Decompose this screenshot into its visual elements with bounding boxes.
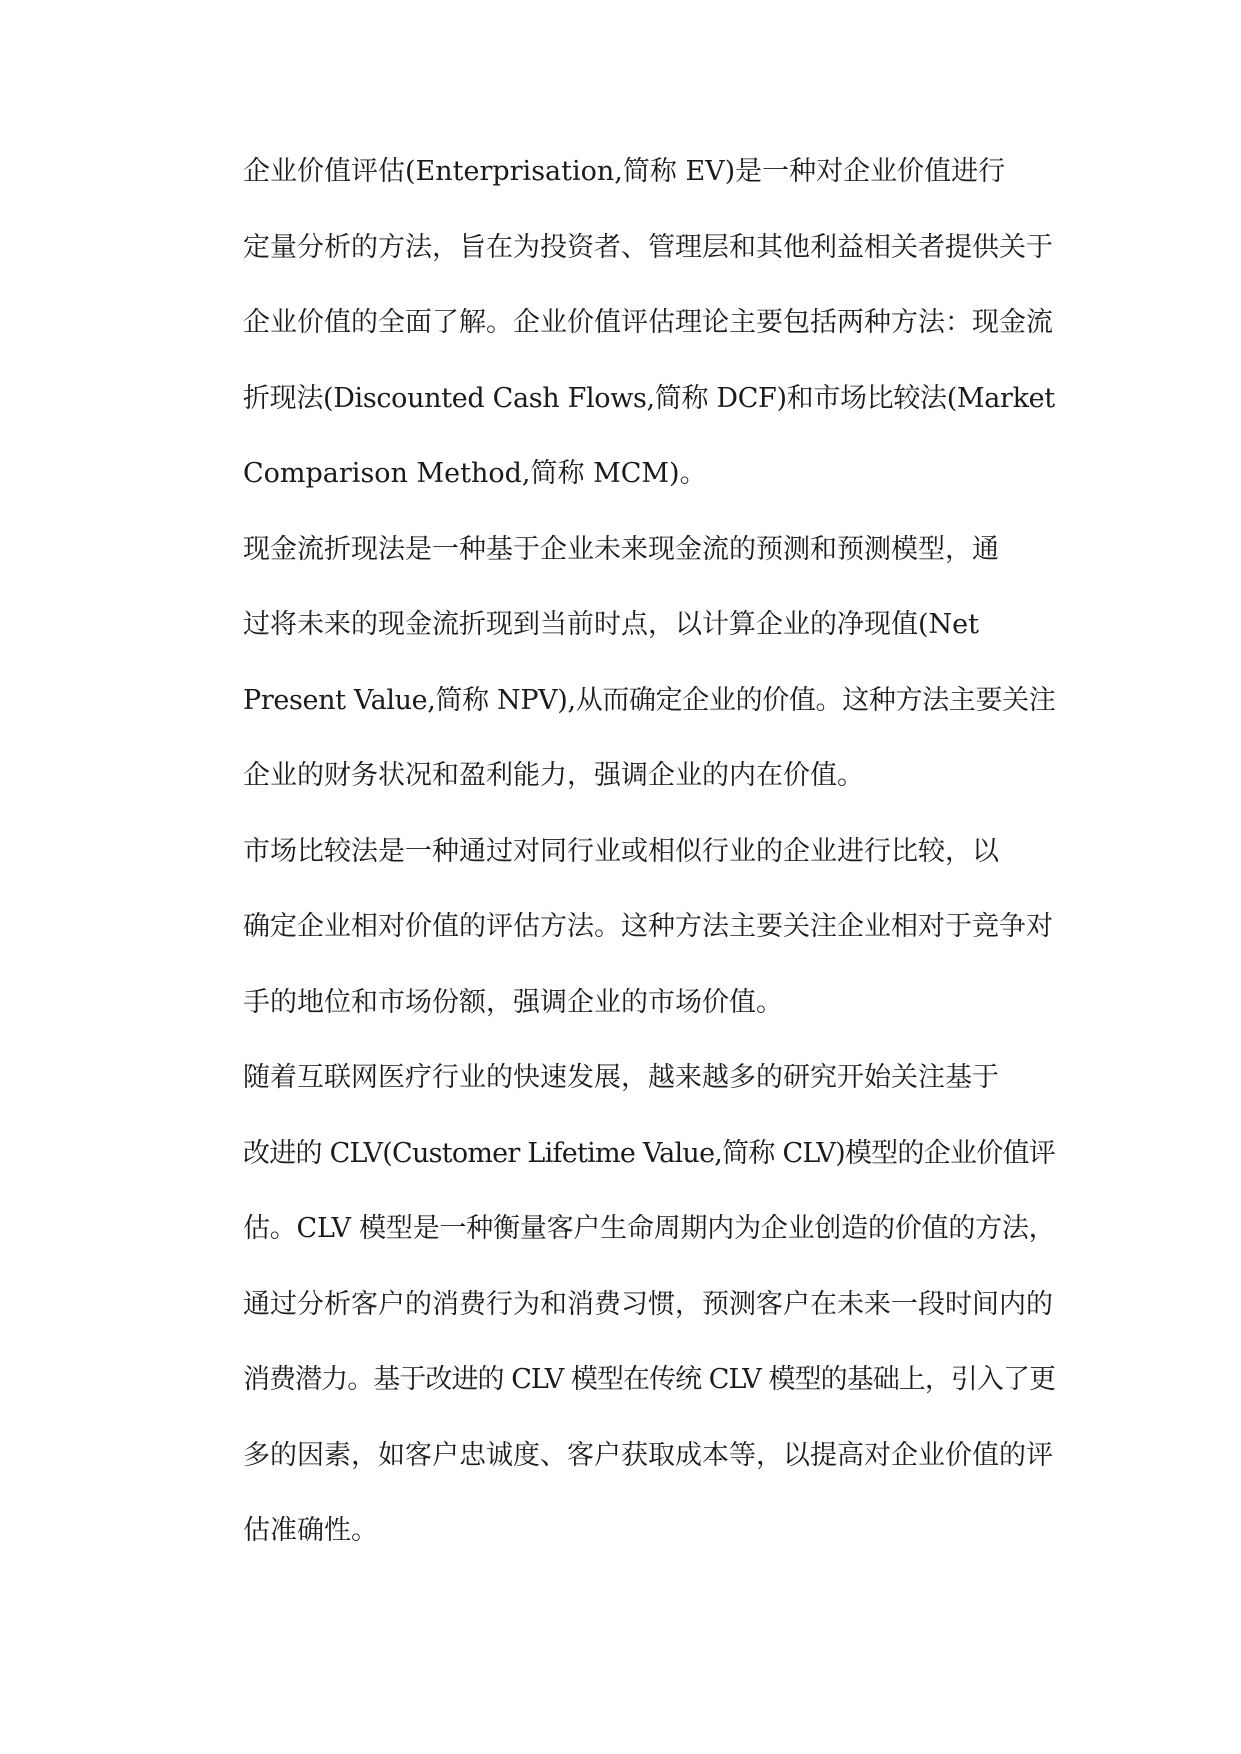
text-line: 确定企业相对价值的评估方法。这种方法主要关注企业相对于竞争对: [243, 911, 1053, 942]
text-line: 折现法(Discounted Cash Flows,简称 DCF)和市场比较法(Market: [243, 382, 1055, 414]
text-line: 改进的 CLV(Customer Lifetime Value,简称 CLV)模型的企业价值评: [243, 1137, 1055, 1169]
text-line: 手的地位和市场份额，强调企业的市场价值。: [243, 986, 783, 1018]
paragraph-clv: [189, 1040, 1055, 1569]
text-line: 定量分析的方法，旨在为投资者、管理层和其他利益相关者提供关于: [243, 231, 1053, 263]
text-line: 现金流折现法是一种基于企业未来现金流的预测和预测模型，通: [243, 533, 999, 565]
text-line: 估。CLV 模型是一种衡量客户生命周期内为企业创造的价值的方法，: [243, 1213, 1056, 1244]
paragraph-mcm: [189, 814, 1055, 1041]
text-line: 过将未来的现金流折现到当前时点，以计算企业的净现值(Net: [243, 609, 979, 640]
text-line: 多的因素，如客户忠诚度、客户获取成本等，以提高对企业价值的评: [243, 1439, 1053, 1471]
text-line: 随着互联网医疗行业的快速发展，越来越多的研究开始关注基于: [243, 1062, 999, 1093]
text-line: 市场比较法是一种通过对同行业或相似行业的企业进行比较，以: [243, 835, 999, 867]
text-line: Present Value,简称 NPV),从而确定企业的价值。这种方法主要关注: [243, 684, 1056, 716]
text-line: 企业价值评估(Enterprisation,简称 EV)是一种对企业价值进行: [243, 156, 1006, 187]
paragraph-dcf: [189, 512, 1055, 814]
paragraph-ev-definition: [189, 134, 1055, 512]
body-text: [189, 134, 1055, 1569]
text-line: 企业价值的全面了解。企业价值评估理论主要包括两种方法：现金流: [243, 307, 1053, 338]
text-line: 估准确性。: [243, 1515, 378, 1546]
text-line: 消费潜力。基于改进的 CLV 模型在传统 CLV 模型的基础上，引入了更: [243, 1364, 1056, 1395]
text-line: 通过分析客户的消费行为和消费习惯，预测客户在未来一段时间内的: [243, 1288, 1053, 1320]
text-line: Comparison Method,简称 MCM)。: [243, 458, 707, 489]
text-line: 企业的财务状况和盈利能力，强调企业的内在价值。: [243, 760, 864, 791]
